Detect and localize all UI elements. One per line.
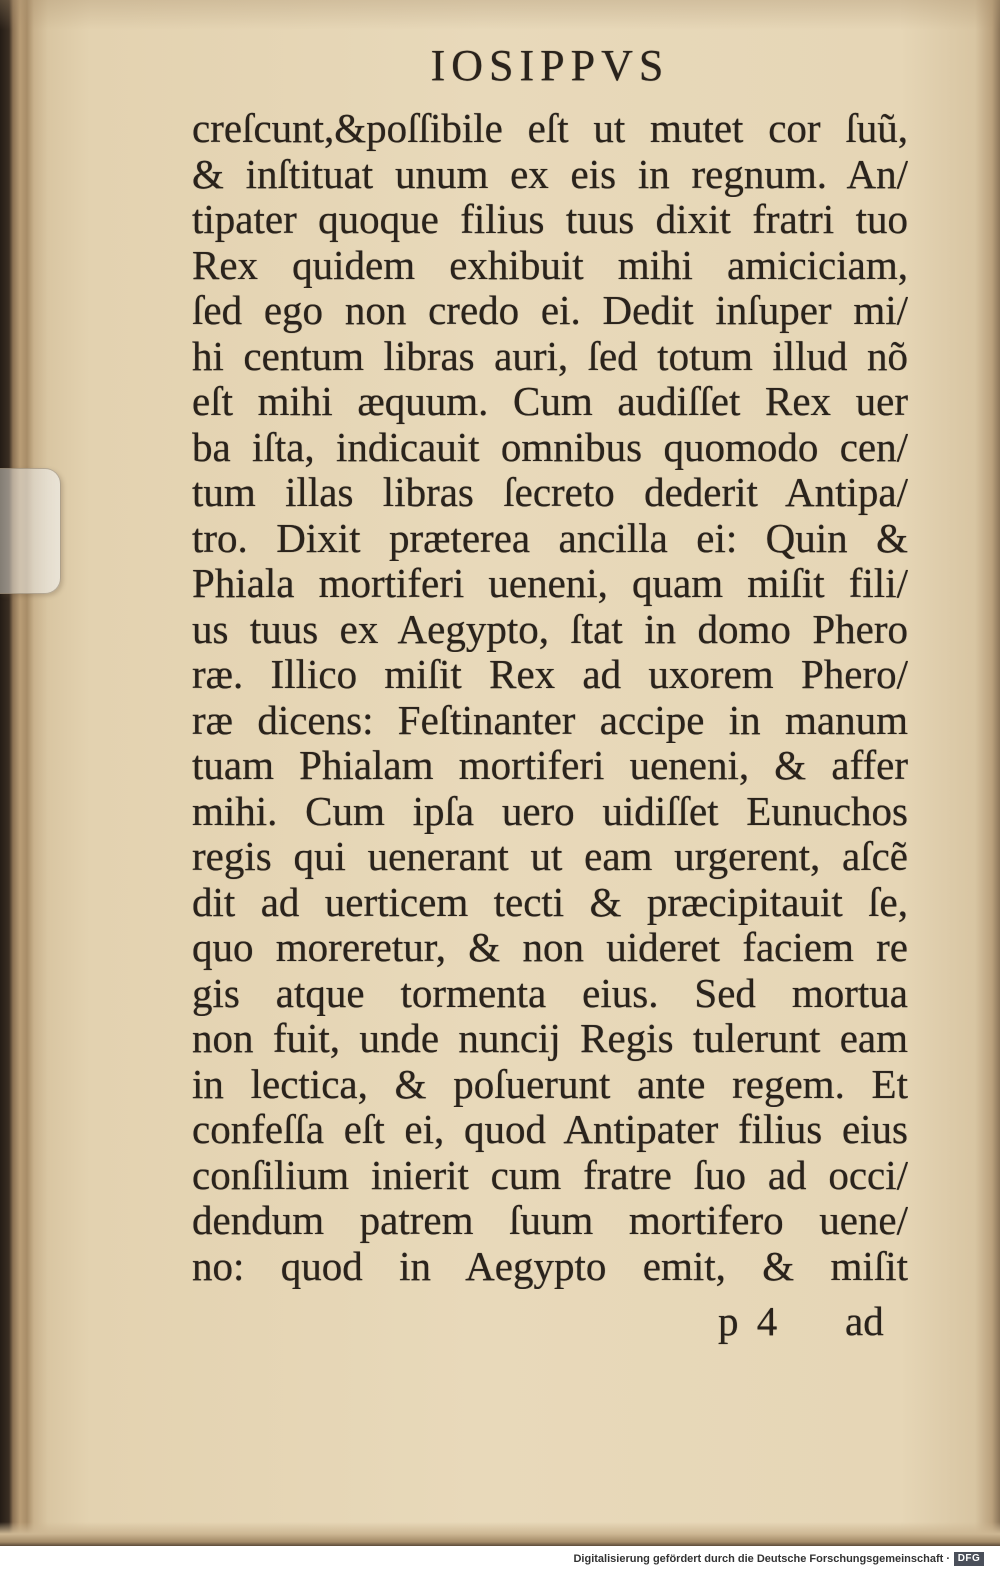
- text-line: ba iſta, indicauit omnibus quomodo cen/: [192, 424, 908, 470]
- text-line: dit ad uerticem tecti & præcipitauit ſe,: [192, 879, 908, 925]
- funding-credit: Digitalisierung gefördert durch die Deutsche Forschungsgemeinschaft ·: [573, 1553, 950, 1565]
- text-line: eſt mihi æquum. Cum audiſſet Rex uer: [192, 379, 908, 424]
- text-line: in lectica, & poſuerunt ante regem. Et: [192, 1061, 908, 1107]
- text-line: ræ dicens: Feſtinanter accipe in manum: [192, 697, 908, 743]
- page-bottom-edge: [0, 1522, 1000, 1546]
- text-line: ræ. Illico miſit Rex ad uxorem Phero/: [192, 652, 908, 697]
- text-line: conſilium inierit cum fratre ſuo ad occi/: [192, 1152, 908, 1198]
- running-head: IOSIPPVS: [430, 41, 670, 90]
- text-line: confeſſa eſt ei, quod Antipater filius eius: [192, 1107, 908, 1152]
- text-line: tuam Phialam mortiferi ueneni, & affer: [192, 743, 908, 788]
- text-line: mihi. Cum ipſa uero uidiſſet Eunuchos: [192, 788, 908, 834]
- page-clip: [0, 468, 61, 594]
- text-line: quo moreretur, & non uideret faciem re: [192, 925, 908, 970]
- text-line: ſed ego non credo ei. Dedit inſuper mi/: [192, 288, 908, 333]
- text-line: hi centum libras auri, ſed totum illud nõ: [192, 333, 908, 379]
- text-line: us tuus ex Aegypto, ſtat in domo Phero: [192, 606, 908, 652]
- text-line: Rex quidem exhibuit mihi amiciciam,: [192, 242, 908, 288]
- catchword: ad: [845, 1298, 884, 1344]
- text-line: creſcunt,&poſſibile eſt ut mutet cor ſuũ,: [192, 106, 908, 151]
- text-line: non fuit, unde nuncij Regis tulerunt eam: [192, 1016, 908, 1061]
- dfg-logo: DFG: [954, 1552, 984, 1566]
- body-text: [192, 106, 908, 1289]
- text-line: tro. Dixit præterea ancilla ei: Quin &: [192, 515, 908, 561]
- text-line: Phiala mortiferi ueneni, quam miſit fili/: [192, 561, 908, 606]
- signature-mark: p 4: [718, 1298, 778, 1344]
- text-line: tum illas libras ſecreto dederit Antipa/: [192, 470, 908, 515]
- text-line: no: quod in Aegypto emit, & miſit: [192, 1243, 908, 1289]
- text-line: dendum patrem ſuum mortifero uene/: [192, 1198, 908, 1243]
- text-line: gis atque tormenta eius. Sed mortua: [192, 970, 908, 1016]
- text-line: regis qui uenerant ut eam urgerent, aſcẽ: [192, 834, 908, 879]
- text-line: tipater quoque filius tuus dixit fratri tuo: [192, 197, 908, 242]
- digitization-footer: [0, 1546, 1000, 1587]
- text-line: & inſtituat unum ex eis in regnum. An/: [192, 151, 908, 197]
